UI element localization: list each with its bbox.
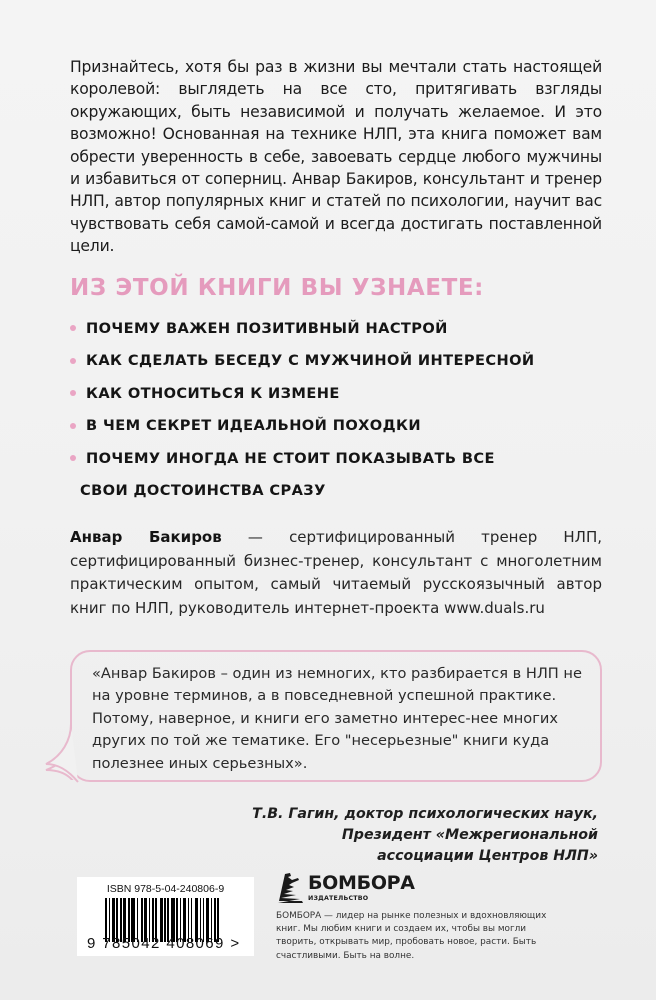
- isbn-number: ISBN 978-5-04-240806-9: [106, 883, 225, 895]
- publisher-block: [276, 872, 556, 963]
- publisher-description: БОМБОРА — лидер на рынке полезных и вдохновляющих книг. Мы любим книги и создаем их, чтобы вы могли творить, открывать мир, пробовать новое, расти. Быть счастливыми. Быть на волне.: [276, 911, 547, 961]
- list-item: [70, 345, 630, 378]
- bullet-icon: [70, 358, 76, 364]
- attribution-line: Т.В. Гагин, доктор психологических наук,: [252, 806, 598, 822]
- list-item-text: КАК СДЕЛАТЬ БЕСЕДУ С МУЖЧИНОЙ ИНТЕРЕСНОЙ: [86, 352, 535, 370]
- list-item: [70, 442, 630, 475]
- testimonial-attribution: [198, 804, 598, 867]
- publisher-logo: [276, 872, 556, 904]
- list-item: [70, 410, 630, 443]
- speech-bubble-tail-icon: [44, 720, 84, 790]
- list-item-text: В ЧЕМ СЕКРЕТ ИДЕАЛЬНОЙ ПОХОДКИ: [86, 417, 421, 435]
- publisher-subtitle: ИЗДАТЕЛЬСТВО: [308, 895, 369, 902]
- bullet-icon: [70, 390, 76, 396]
- list-item: [70, 312, 630, 345]
- attribution-line: ассоциации Центров НЛП»: [377, 848, 598, 864]
- learn-heading: ИЗ ЭТОЙ КНИГИ ВЫ УЗНАЕТЕ:: [70, 275, 484, 301]
- list-item-text: ПОЧЕМУ ИНОГДА НЕ СТОИТ ПОКАЗЫВАТЬ ВСЕ: [86, 449, 495, 467]
- author-name: Анвар Бакиров: [70, 528, 222, 546]
- list-item: [70, 377, 630, 410]
- publisher-name: БОМБОРА: [308, 872, 415, 894]
- author-bio: [70, 526, 602, 620]
- isbn-barcode: [77, 877, 254, 956]
- bullet-icon: [70, 423, 76, 429]
- bombora-logo-icon: [276, 872, 304, 904]
- testimonial-quote: «Анвар Бакиров – один из немногих, кто разбирается в НЛП не на уровне терминов, а в повседневной успешной практике. Потому, наверное, и книги его заметно интерес-нее многих других по той же тематике. Его "несерьезные" книги куда полезнее иных серьезных».: [92, 665, 582, 772]
- list-item-text: ПОЧЕМУ ВАЖЕН ПОЗИТИВНЫЙ НАСТРОЙ: [86, 319, 448, 337]
- bullet-icon: [70, 455, 76, 461]
- list-item-text: КАК ОТНОСИТЬСЯ К ИЗМЕНЕ: [86, 384, 340, 402]
- bullet-icon: [70, 325, 76, 331]
- learn-list: [70, 312, 630, 507]
- barcode-digits: 9 785042 408069 >: [87, 935, 241, 952]
- list-item-continuation: СВОИ ДОСТОИНСТВА СРАЗУ: [80, 482, 326, 500]
- attribution-line: Президент «Межрегиональной: [341, 827, 598, 843]
- intro-paragraph: Признайтесь, хотя бы раз в жизни вы мечтали стать настоящей королевой: выглядеть на все сто, притягивать взгляды окружающих, быть независимой и получать желаемое. И это возможно! Основанная на технике НЛП, эта книга поможет вам обрести уверенность в себе, завоевать сердце любого мужчины и избавиться от соперниц. Анвар Бакиров, консультант и тренер НЛП, автор популярных книг и статей по психологии, научит вас чувствовать себя самой-самой и всегда достигать поставленной цели.: [70, 58, 602, 256]
- author-bio-text: — сертифицированный тренер НЛП, сертифицированный бизнес-тренер, консультант с многолетним практическим опытом, самый читаемый русскоязычный автор книг по НЛП, руководитель интернет-проекта www.duals.ru: [70, 528, 602, 617]
